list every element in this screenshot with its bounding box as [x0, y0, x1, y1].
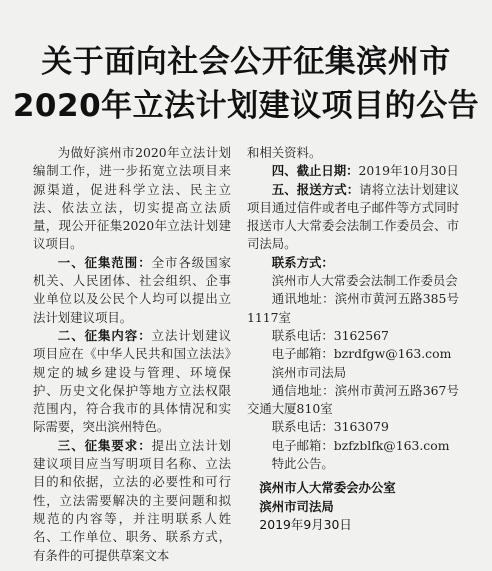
contact-org-2-email: 电子邮箱：bzfzblfk@163.com — [271, 437, 450, 453]
contact-org-1-email: 电子邮箱：bzrdfgw@163.com — [271, 346, 452, 362]
section-requirements-heading: 三、征集要求： — [57, 437, 152, 453]
section-content-heading: 二、征集内容： — [57, 327, 152, 343]
contact-org-2: 滨州市司法局 — [271, 364, 347, 380]
left-column — [33, 144, 231, 565]
signature-issuer-1: 滨州市人大常委会办公室 — [259, 480, 396, 496]
section-content-body: 立法计划建议项目应在《中华人民共和国立法法》规定的城乡建设与管理、环境保护、历史文化保护等地方立法权限范围内，符合我市的具体情况和实际需要，突出滨州特色。 — [33, 327, 232, 435]
signature-date: 2019年9月30日 — [259, 516, 352, 532]
contact-heading: 联系方式： — [271, 254, 334, 270]
title-line-2: 2020年立法计划建议项目的公告 — [12, 88, 480, 124]
title-line-1: 关于面向社会公开征集滨州市 — [41, 44, 451, 80]
section-content — [33, 327, 231, 437]
contact-org-2-phone: 联系电话：3163079 — [271, 419, 389, 435]
section-scope-body: 全市各级国家机关、人民团体、社会组织、企事业单位以及公民个人均可以提出立法计划建议项目。 — [33, 254, 232, 325]
section-requirements — [33, 437, 231, 565]
section-deadline — [247, 162, 459, 180]
contact-org-1: 滨州市人大常委会法制工作委员会 — [271, 273, 458, 289]
section-submission — [247, 181, 459, 254]
contact-org-1-address: 通讯地址：滨州市黄河五路385号1117室 — [247, 291, 459, 325]
section-deadline-heading: 四、截止日期： — [271, 163, 359, 179]
section-deadline-body: 2019年10月30日 — [358, 163, 459, 179]
section-scope — [33, 254, 231, 327]
section-scope-heading: 一、征集范围： — [57, 254, 152, 270]
intro-paragraph: 为做好滨州市2020年立法计划编制工作，进一步拓宽立法项目来源渠道，促进科学立法、民主立法、依法立法，切实提高立法质量，现公开征集2020年立法计划建议项目。 — [33, 145, 231, 252]
closing-remark: 特此公告。 — [271, 456, 334, 472]
right-column — [247, 144, 459, 534]
section-submission-heading: 五、报送方式： — [271, 181, 360, 197]
signature-block — [247, 479, 459, 534]
contact-org-1-phone: 联系电话：3162567 — [271, 327, 389, 343]
contact-org-2-address: 通信地址：滨州市黄河五路367号交通大厦810室 — [247, 382, 459, 417]
requirements-continued: 和相关资料。 — [247, 145, 322, 160]
section-requirements-body: 提出立法计划建议项目应当写明项目名称、立法目的和依据，立法的必要性和可行性，立法需要解决的主要问题和拟规范的内容等，并注明联系人姓名、工作单位、职务、联系方式，有条件的可提供草案文本 — [33, 437, 232, 563]
signature-issuer-2: 滨州市司法局 — [259, 498, 334, 514]
section-submission-body: 请将立法计划建议项目通过信件或者电子邮件等方式同时报送市人大常委会法制工作委员会、市司法局。 — [247, 181, 459, 252]
